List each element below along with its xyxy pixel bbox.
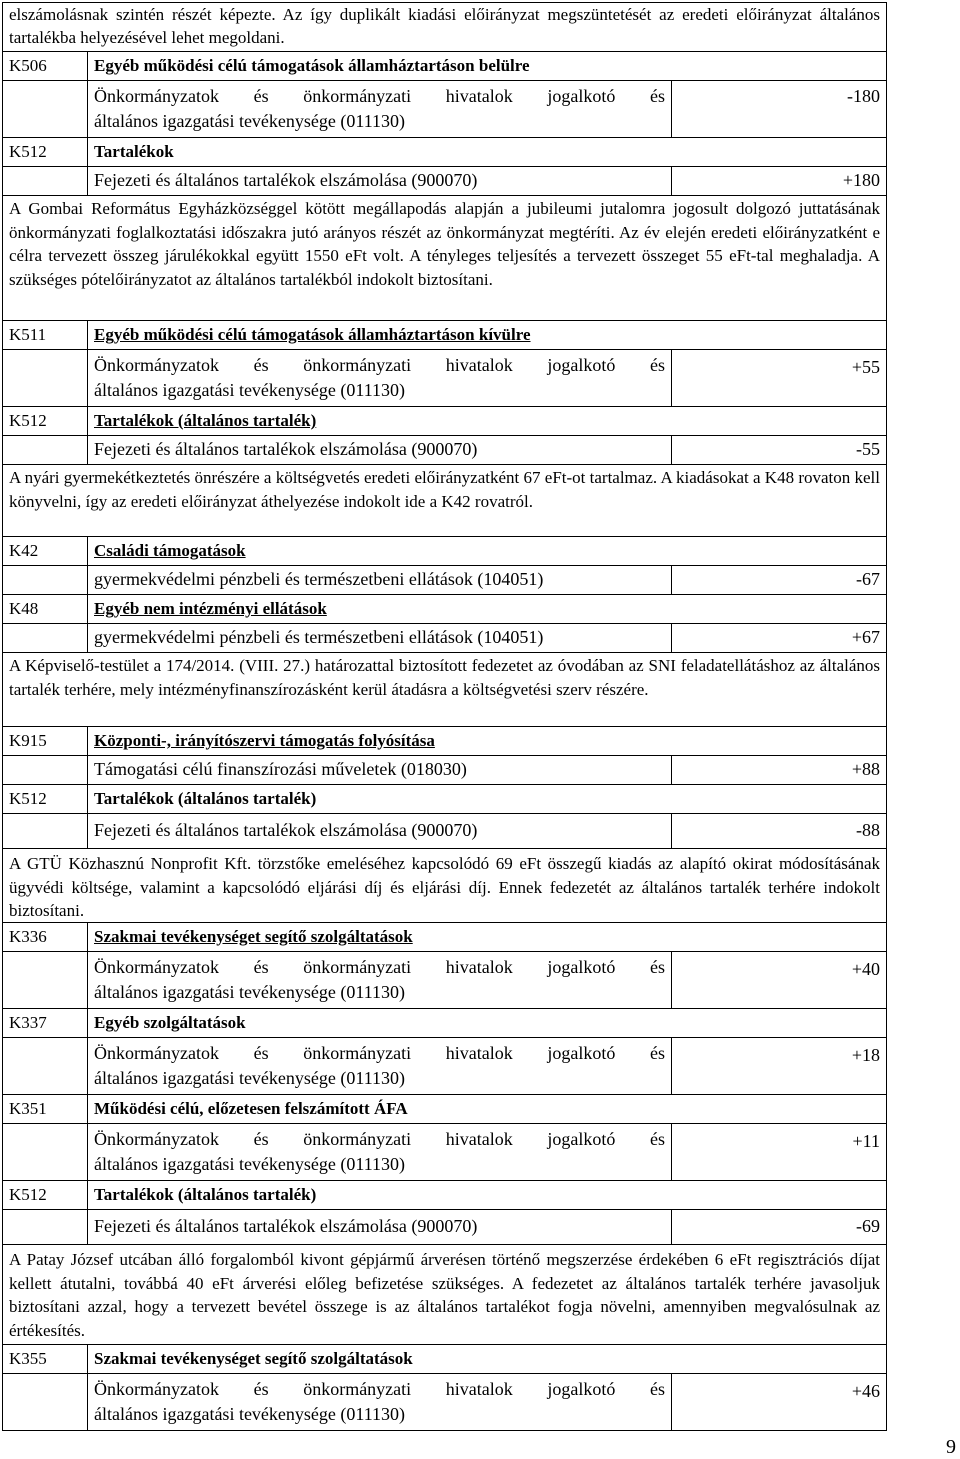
account-title: Szakmai tevékenységet segítő szolgáltatások [94,927,413,946]
account-header-k512 [2,407,887,436]
account-header-k355 [2,1345,887,1374]
account-title: Egyéb szolgáltatások [94,1013,246,1032]
budget-line [2,952,887,1009]
account-code: K355 [3,1345,88,1373]
account-title: Tartalékok (általános tartalék) [94,789,317,808]
account-title: Egyéb működési célú támogatások államháztartáson belülre [94,56,530,75]
account-title: Egyéb nem intézményi ellátások [94,599,327,618]
account-code: K336 [3,923,88,951]
account-title: Családi támogatások [94,541,246,560]
account-header-k506 [2,52,887,81]
account-code: K42 [3,537,88,565]
account-header-k512 [2,138,887,167]
account-code: K351 [3,1095,88,1123]
budget-line-amount: +46 [851,1381,880,1401]
account-header-k337 [2,1009,887,1038]
budget-line-description: Fejezeti és általános tartalékok elszámolása (900070) [88,1210,672,1244]
budget-line-description: gyermekvédelmi pénzbeli és természetbeni ellátások (104051) [88,566,672,594]
budget-line-amount: +11 [852,1131,880,1151]
budget-line-amount: -180 [847,86,880,106]
document-body [2,2,887,1431]
budget-line-amount: -88 [856,820,880,840]
account-title: Tartalékok [94,142,174,161]
budget-line [2,167,887,196]
budget-line [2,1210,887,1245]
budget-line-amount: +40 [851,959,880,979]
budget-line-description: Támogatási célú finanszírozási műveletek (018030) [88,756,672,784]
account-code: K512 [3,407,88,435]
account-header-k336 [2,923,887,952]
budget-line-description: Önkormányzatok és önkormányzati hivatalok jogalkotó és általános igazgatási tevékenysége (011130) [88,81,672,137]
account-code: K337 [3,1009,88,1037]
account-title: Szakmai tevékenységet segítő szolgáltatások [94,1349,413,1368]
budget-line-description: Fejezeti és általános tartalékok elszámolása (900070) [88,814,672,848]
account-header-k512 [2,1181,887,1210]
budget-line [2,624,887,653]
budget-line [2,756,887,785]
explanation-paragraph: A GTÜ Közhasznú Nonprofit Kft. törzstőke emeléséhez kapcsolódó 69 eFt összegű kiadás az alapító okirat módosításának ügyvédi költsége, valamint a kapcsolódó eljárási díj és eljárási díj. Ennek fedezetét az általános tartalék terhére indokolt biztosítani. [2,849,887,923]
account-title: Tartalékok (általános tartalék) [94,411,317,430]
budget-line-description: Önkormányzatok és önkormányzati hivatalok jogalkotó és általános igazgatási tevékenysége (011130) [88,952,672,1008]
explanation-paragraph: A Patay József utcában álló forgalomból kivont gépjármű árverésen történő megszerzése érdekében 6 eFt regisztrációs díjat kellett átutalni, továbbá 40 eFt árverési előleg befizetése szükséges. A fedezetet az általános tartalék terhére javasoljuk biztosítani azzal, hogy a tervezett bevétel összege is az általános tartalékot fogja növelni, amennyiben megvalósulnak az értékesítés. [2,1245,887,1345]
explanation-paragraph: A Gombai Református Egyházközséggel kötött megállapodás alapján a jubileumi jutalomra jogosult dolgozó juttatásának önkormányzati foglalkoztatási időszakra jutó arányos részét az önkormányzat megtéríti. Az év elején eredeti előirányzatként e célra tervezett összeg járulékokkal együtt 1550 eFt volt. A tényleges teljesítés a tervezett összeget 55 eFt-tal meghaladja. A szükséges pótelőirányzatot az általános tartalékból indokolt biztosítani. [2,196,887,321]
account-title: Egyéb működési célú támogatások államháztartáson kívülre [94,325,531,344]
account-code: K512 [3,1181,88,1209]
intro-paragraph: elszámolásnak szintén részét képezte. Az így duplikált kiadási előirányzat megszüntetését az eredeti előirányzat általános tartalékba helyezésével lehet megoldani. [2,3,887,52]
budget-line-amount: +67 [851,627,880,647]
page-number: 9 [946,1436,956,1458]
budget-line [2,436,887,465]
budget-line-description: Fejezeti és általános tartalékok elszámolása (900070) [88,167,672,195]
budget-line-amount: +55 [851,357,880,377]
account-code: K915 [3,727,88,755]
budget-line-amount: -69 [856,1216,880,1236]
account-header-k915 [2,727,887,756]
account-code: K506 [3,52,88,80]
budget-line [2,350,887,407]
budget-line-description: Fejezeti és általános tartalékok elszámolása (900070) [88,436,672,464]
explanation-paragraph: A Képviselő-testület a 174/2014. (VIII. 27.) határozattal biztosított fedezetet az óvodában az SNI feladatellátáshoz az általános tartalék terhére, mely intézményfinanszírozásként kerül átadásra a költségvetési szerv részére. [2,653,887,727]
budget-line-amount: -67 [856,569,880,589]
account-code: K48 [3,595,88,623]
budget-line [2,81,887,138]
budget-line [2,1124,887,1181]
explanation-paragraph: A nyári gyermekétkeztetés önrészére a költségvetés eredeti előirányzatként 67 eFt-ot tartalmaz. A kiadásokat a K48 rovaton kell könyvelni, így az eredeti előirányzat áthelyezése indokolt ide a K42 rovatról. [2,465,887,537]
budget-line-description: Önkormányzatok és önkormányzati hivatalok jogalkotó és általános igazgatási tevékenysége (011130) [88,1124,672,1180]
budget-line-description: Önkormányzatok és önkormányzati hivatalok jogalkotó és általános igazgatási tevékenysége (011130) [88,350,672,406]
account-code: K512 [3,138,88,166]
account-header-k42 [2,537,887,566]
budget-line-amount: +180 [842,170,880,190]
account-code: K511 [3,321,88,349]
account-header-k512 [2,785,887,814]
budget-line-description: Önkormányzatok és önkormányzati hivatalok jogalkotó és általános igazgatási tevékenysége (011130) [88,1374,672,1430]
account-title: Tartalékok (általános tartalék) [94,1185,317,1204]
account-title: Központi-, irányítószervi támogatás folyósítása [94,731,435,750]
budget-line-amount: +18 [851,1045,880,1065]
account-header-k351 [2,1095,887,1124]
budget-line [2,814,887,849]
budget-line-description: Önkormányzatok és önkormányzati hivatalok jogalkotó és általános igazgatási tevékenysége (011130) [88,1038,672,1094]
budget-line-description: gyermekvédelmi pénzbeli és természetbeni ellátások (104051) [88,624,672,652]
budget-line [2,1038,887,1095]
budget-line [2,1374,887,1431]
budget-line [2,566,887,595]
account-code: K512 [3,785,88,813]
account-header-k48 [2,595,887,624]
account-header-k511 [2,321,887,350]
budget-line-amount: -55 [856,439,880,459]
budget-line-amount: +88 [851,759,880,779]
account-title: Működési célú, előzetesen felszámított ÁFA [94,1099,408,1118]
